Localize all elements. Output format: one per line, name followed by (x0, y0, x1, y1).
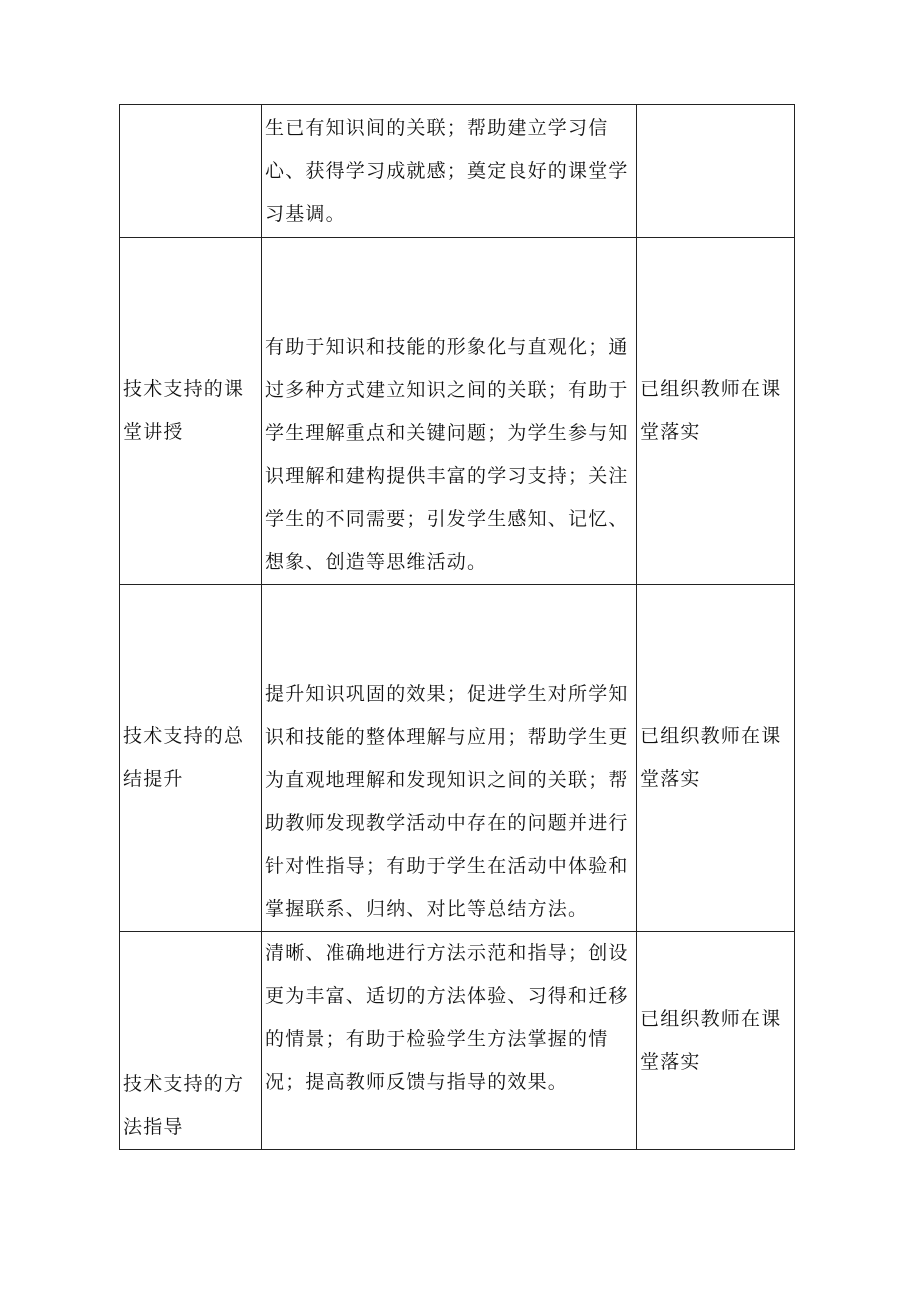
description-cell (262, 105, 637, 238)
description-text: 清晰、准确地进行方法示范和指导；创设更为丰富、适切的方法体验、习得和迁移的情景；有助于检验学生方法掌握的情况；提高教师反馈与指导的效果。 (265, 942, 629, 1093)
status-text: 已组织教师在课堂落实 (640, 1007, 782, 1073)
description-text: 有助于知识和技能的形象化与直观化；通过多种方式建立知识之间的关联；有助于学生理解重点和关键问题；为学生参与知识理解和建构提供丰富的学习支持；关注学生的不同需要；引发学生感知、记忆、想象、创造等思维活动。 (265, 336, 629, 573)
item-name-cell (120, 238, 262, 585)
status-cell (637, 105, 795, 238)
item-name-cell (120, 105, 262, 238)
item-name-cell (120, 585, 262, 932)
item-name: 技术支持的课堂讲授 (123, 378, 245, 443)
status-cell (637, 932, 795, 1150)
status-cell (637, 585, 795, 932)
item-name: 技术支持的方法指导 (123, 1073, 245, 1138)
description-text: 提升知识巩固的效果；促进学生对所学知识和技能的整体理解与应用；帮助学生更为直观地理解和发现知识之间的关联；帮助教师发现教学活动中存在的问题并进行针对性指导；有助于学生在活动中体验和掌握联系、归纳、对比等总结方法。 (265, 683, 629, 920)
description-text: 生已有知识间的关联；帮助建立学习信心、获得学习成就感；奠定良好的课堂学习基调。 (265, 116, 629, 225)
description-cell (262, 585, 637, 932)
table-row (120, 585, 795, 932)
table-row (120, 238, 795, 585)
status-cell (637, 238, 795, 585)
table-row (120, 932, 795, 1150)
table-row (120, 105, 795, 238)
description-cell (262, 238, 637, 585)
content-table (119, 104, 795, 1150)
item-name-cell (120, 932, 262, 1150)
status-text: 已组织教师在课堂落实 (640, 725, 782, 790)
item-name: 技术支持的总结提升 (123, 725, 245, 790)
description-cell (262, 932, 637, 1150)
status-text: 已组织教师在课堂落实 (640, 378, 782, 443)
